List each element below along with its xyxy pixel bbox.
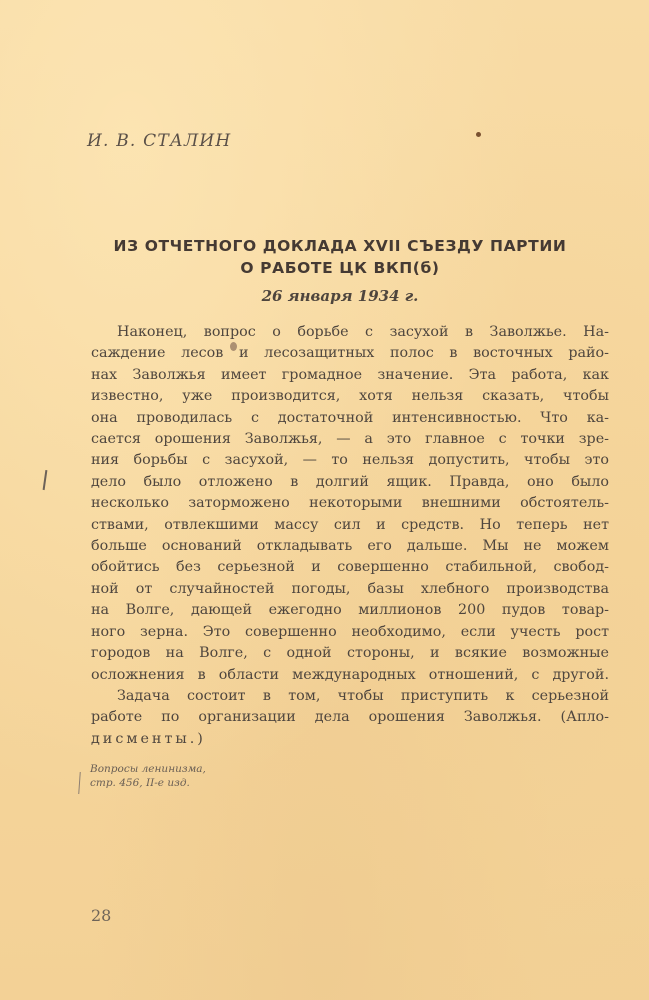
body-line: обойтись без серьезной и совершенно стабильной, свобод- [91,559,609,576]
body-line: Задача состоит в том, чтобы приступить к серьезной [117,687,609,704]
body-line: работе по организации дела орошения Заволжья. (Апло- [91,709,609,726]
margin-pencil-mark [78,772,81,794]
document-date: 26 января 1934 г. [261,287,419,305]
body-line: ного зерна. Это совершенно необходимо, если учесть рост [91,623,609,640]
title-line-2: О РАБОТЕ ЦК ВКП(б) [240,259,440,277]
body-line: на Волге, дающей ежегодно миллионов 200 пудов товар- [91,602,609,619]
body-line: больше оснований откладывать его дальше. Мы не можем [91,538,609,555]
author-name: И. В. СТАЛИН [87,131,232,151]
body-line: Наконец, вопрос о борьбе с засухой в Заволжье. На- [117,324,609,340]
page-number: 28 [91,906,112,925]
body-line: ствами, отвлекшими массу сил и средств. Но теперь нет [91,516,609,533]
source-citation [90,762,206,790]
body-line: она проводилась с достаточной интенсивностью. Что ка- [91,409,609,426]
margin-pencil-mark [43,470,47,490]
body-line: городов на Волге, с одной стороны, и всякие возможные [91,645,609,662]
body-text [91,322,609,750]
ink-spot [476,132,481,137]
source-line-1: Вопросы ленинизма, [90,763,206,775]
body-line: несколько заторможено некоторыми внешними обстоятель- [91,495,609,512]
body-line: саждение лесов и лесозащитных полос в восточных райо- [91,345,609,362]
body-line: сается орошения Заволжья, — а это главное с точки зре- [91,431,609,448]
body-line: известно, уже производится, хотя нельзя сказать, чтобы [91,388,609,405]
body-line: ной от случайностей погоды, базы хлебного производства [91,580,609,597]
body-line: ния борьбы с засухой, — то нельзя допустить, чтобы это [91,452,609,469]
body-line: нах Заволжья имеет громадное значение. Эта работа, как [91,366,609,383]
body-line: осложнения в области международных отношений, с другой. [91,666,609,683]
title-line-1: ИЗ ОТЧЕТНОГО ДОКЛАДА XVII СЪЕЗДУ ПАРТИИ [113,237,567,255]
body-line: дело было отложено в долгий ящик. Правда, оно было [91,473,609,490]
document-title [90,235,590,279]
source-line-2: стр. 456, II-е изд. [90,777,190,789]
body-line: дисменты.) [91,730,206,747]
